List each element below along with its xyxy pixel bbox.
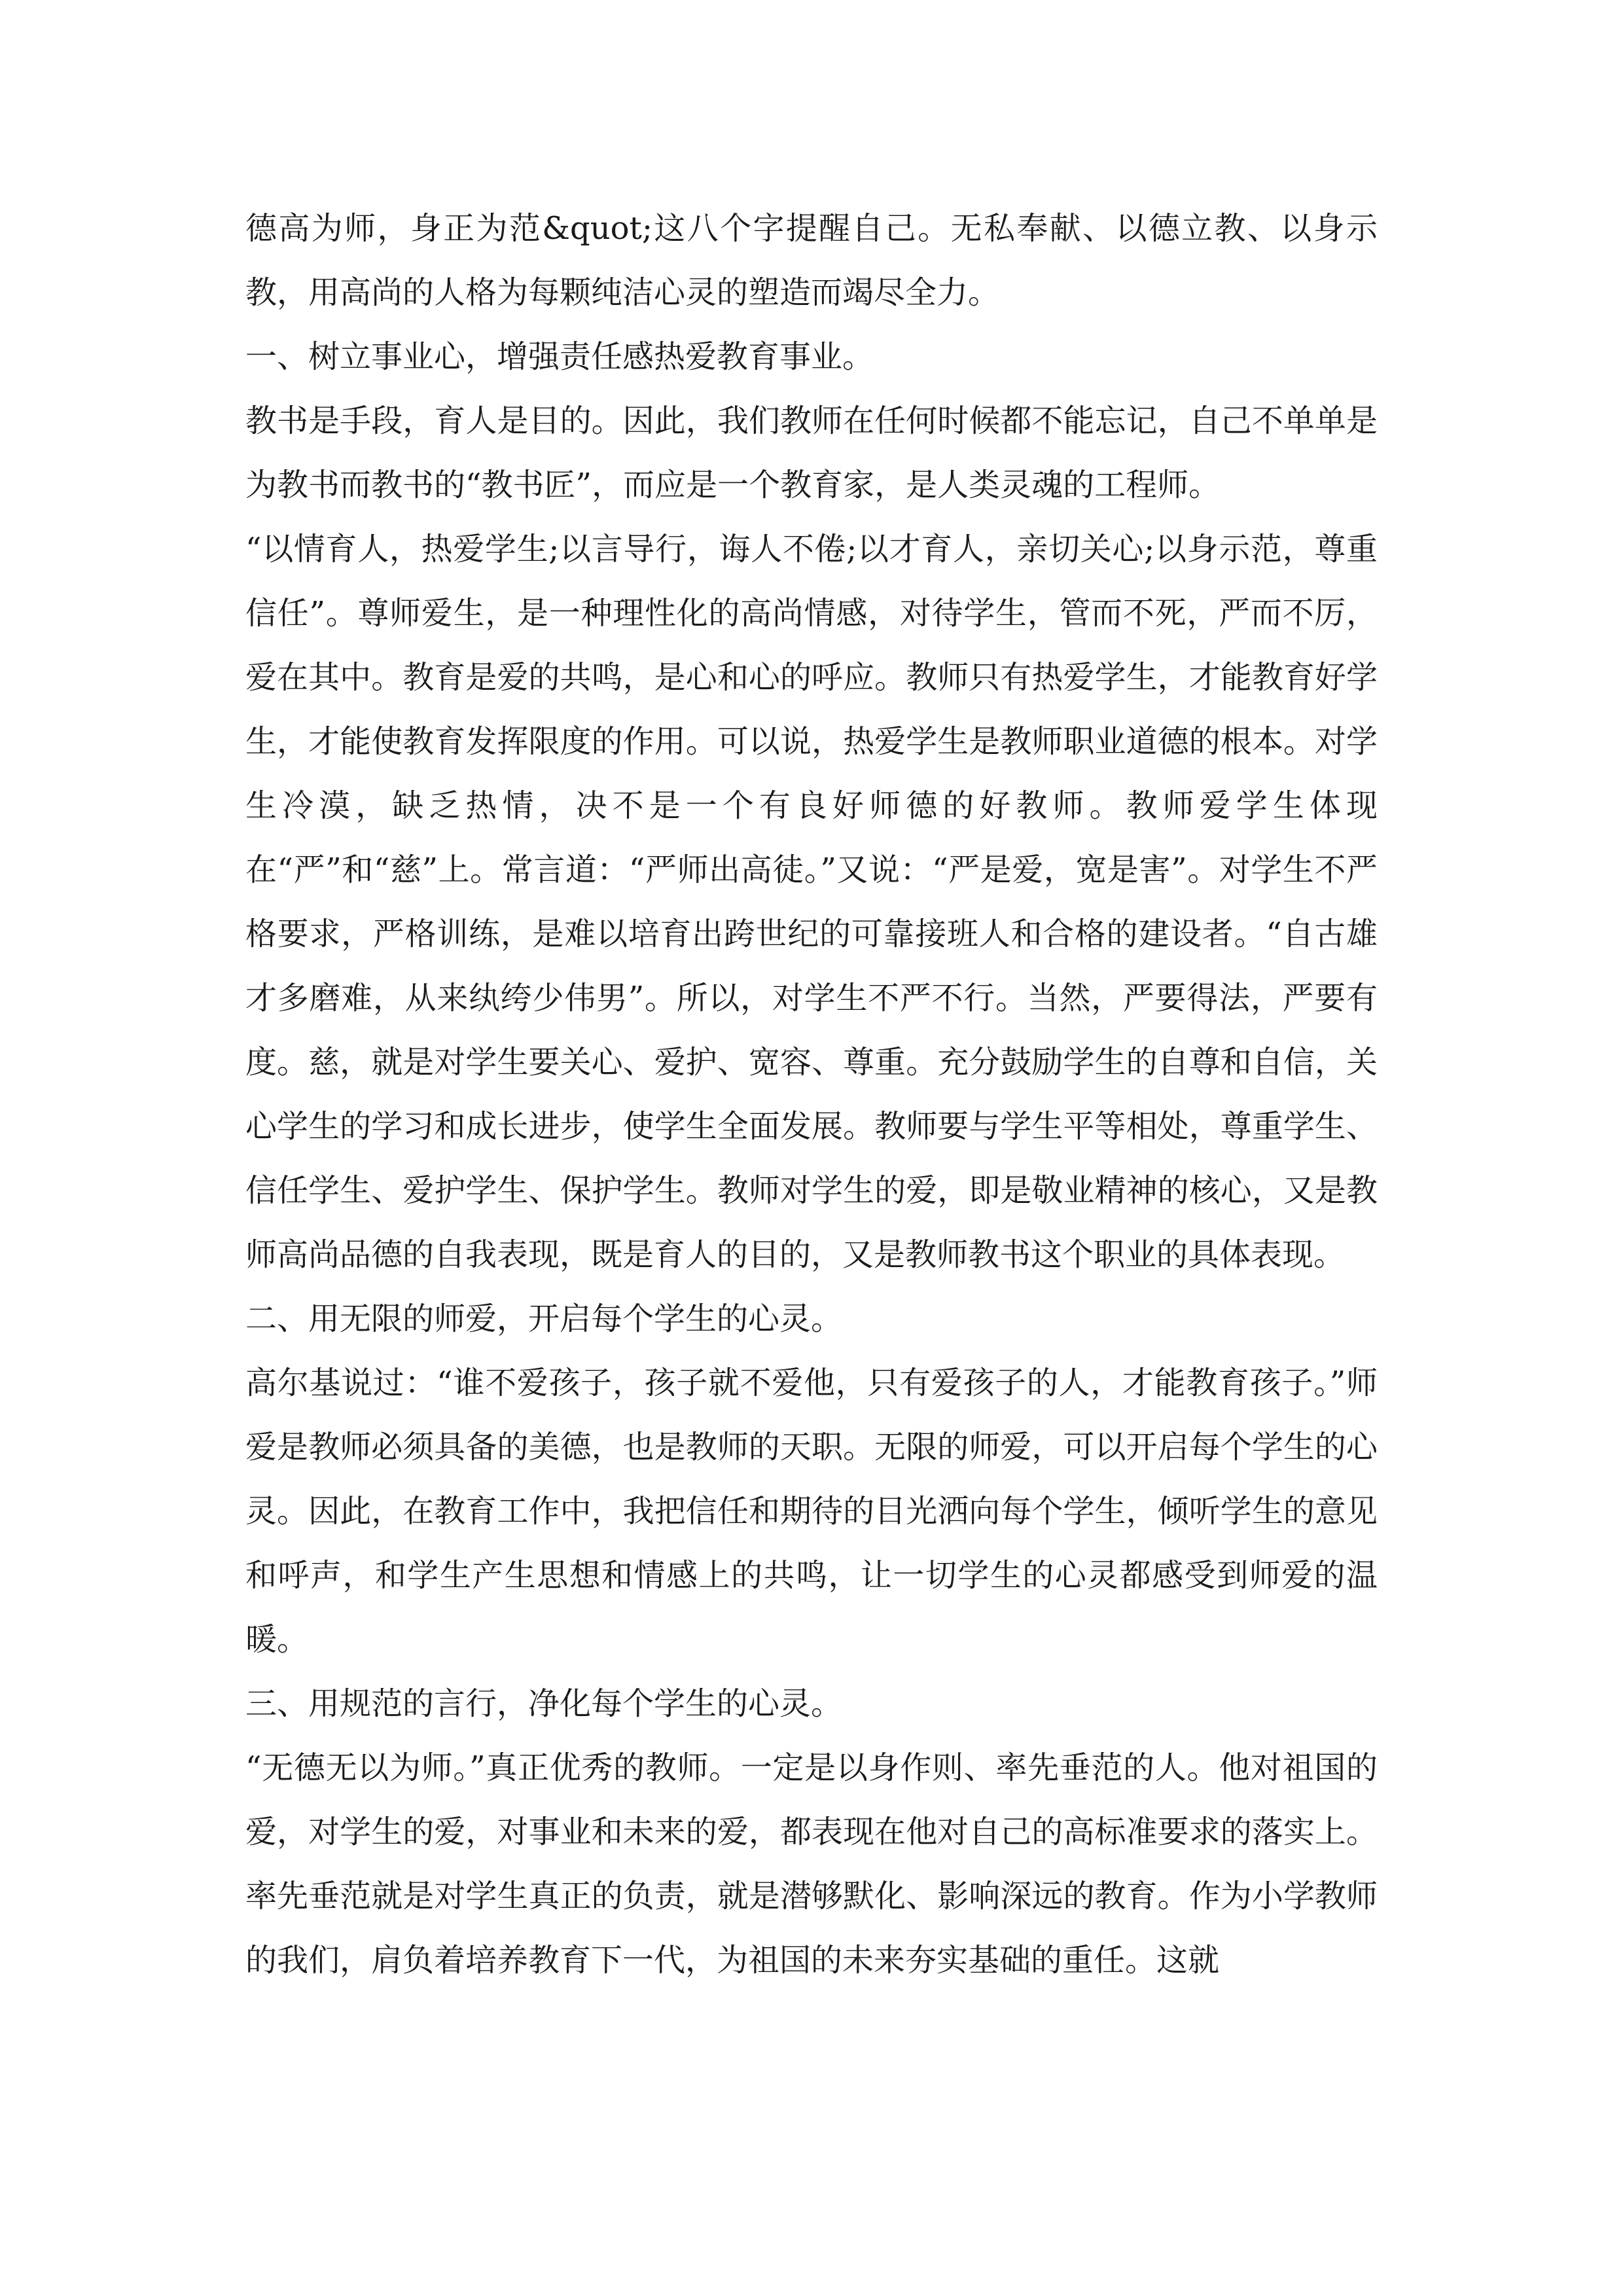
document-page [245,196,1378,1992]
section-heading-3: 三、用规范的言行，净化每个学生的心灵。 [245,1685,843,1722]
paragraph-gorky-quote: 高尔基说过：“谁不爱孩子，孩子就不爱他，只有爱孩子的人，才能教育孩子。”师爱是教师必须具备的美德，也是教师的天职。无限的师爱，可以开启每个学生的心灵。因此，在教育工作中，我把信任和期待的目光洒向每个学生，倾听学生的意见和呼声，和学生产生思想和情感上的共鸣，让一切学生的心灵都感受到师爱的温暖。 [245,1365,1378,1658]
paragraph-teaching-purpose: 教书是手段，育人是目的。因此，我们教师在任何时候都不能忘记，自己不单单是为教书而教书的“教书匠”，而应是一个教育家，是人类灵魂的工程师。 [245,403,1378,503]
section-heading-2: 二、用无限的师爱，开启每个学生的心灵。 [245,1300,843,1337]
section-heading-1: 一、树立事业心，增强责任感热爱教育事业。 [245,338,874,375]
paragraph-intro-continued: 德高为师，身正为范&quot;这八个字提醒自己。无私奉献、以德立教、以身示教，用高尚的人格为每颗纯洁心灵的塑造而竭尽全力。 [245,210,1378,311]
paragraph-love-students: “以情育人，热爱学生;以言导行，诲人不倦;以才育人，亲切关心;以身示范，尊重信任”。尊师爱生，是一种理性化的高尚情感，对待学生，管而不死，严而不厉，爱在其中。教育是爱的共鸣，是心和心的呼应。教师只有热爱学生，才能教育好学生，才能使教育发挥限度的作用。可以说，热爱学生是教师职业道德的根本。对学生冷漠，缺乏热情，决不是一个有良好师德的好教师。教师爱学生体现在“严”和“慈”上。常言道：“严师出高徒。”又说：“严是爱，宽是害”。对学生不严格要求，严格训练，是难以培育出跨世纪的可靠接班人和合格的建设者。“自古雄才多磨难，从来纨绔少伟男”。所以，对学生不严不行。当然，严要得法，严要有度。慈，就是对学生要关心、爱护、宽容、尊重。充分鼓励学生的自尊和自信，关心学生的学习和成长进步，使学生全面发展。教师要与学生平等相处，尊重学生、信任学生、爱护学生、保护学生。教师对学生的爱，即是敬业精神的核心，又是教师高尚品德的自我表现，既是育人的目的，又是教师教书这个职业的具体表现。 [245,531,1378,1273]
paragraph-role-model: “无德无以为师。”真正优秀的教师。一定是以身作则、率先垂范的人。他对祖国的爱，对学生的爱，对事业和未来的爱，都表现在他对自己的高标准要求的落实上。率先垂范就是对学生真正的负责，就是潜够默化、影响深远的教育。作为小学教师的我们，肩负着培养教育下一代，为祖国的未来夯实基础的重任。这就 [245,1749,1378,1979]
